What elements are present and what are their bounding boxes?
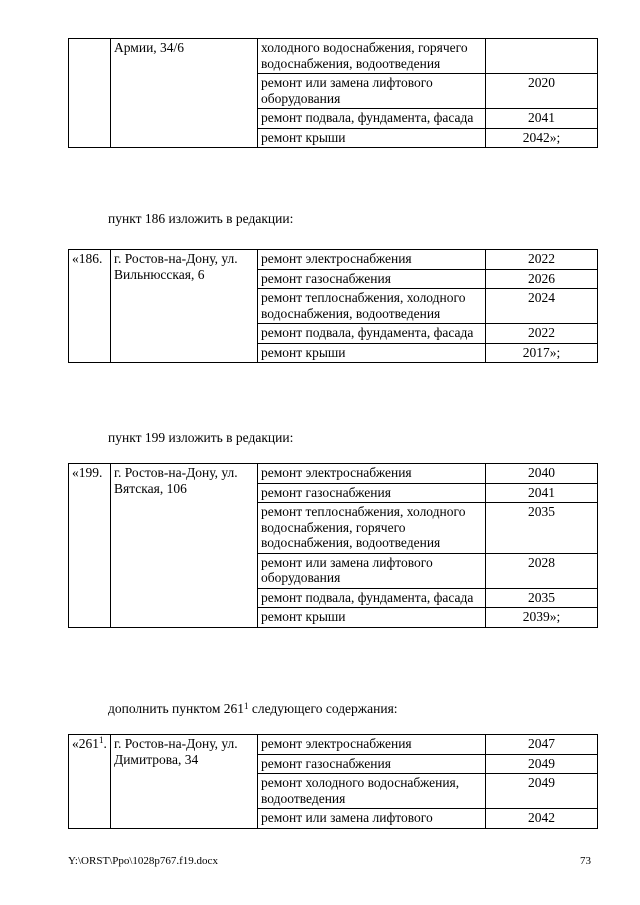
year-cell: 2024 <box>486 289 598 324</box>
paragraph-199: пункт 199 изложить в редакции: <box>108 430 294 445</box>
year-cell: 2047 <box>486 735 598 755</box>
work-cell: ремонт подвала, фундамента, фасада <box>258 324 486 344</box>
year-cell: 2049 <box>486 774 598 809</box>
year-cell: 2017»; <box>486 343 598 363</box>
year-cell <box>486 39 598 74</box>
work-cell: ремонт газоснабжения <box>258 269 486 289</box>
work-cell: ремонт теплоснабжения, холодного водоснабжения, водоотведения <box>258 289 486 324</box>
work-cell: ремонт газоснабжения <box>258 754 486 774</box>
year-cell: 2042 <box>486 809 598 829</box>
year-cell: 2041 <box>486 109 598 129</box>
item-number-cell: «199. <box>69 464 111 628</box>
work-cell: ремонт или замена лифтового <box>258 809 486 829</box>
year-cell: 2040 <box>486 464 598 484</box>
year-cell: 2028 <box>486 553 598 588</box>
superscript: 1 <box>244 701 249 711</box>
work-cell: ремонт крыши <box>258 343 486 363</box>
table-row <box>69 250 598 270</box>
address-cell: г. Ростов-на-Дону, ул. Димитрова, 34 <box>111 735 258 829</box>
table-261-1 <box>68 734 598 829</box>
item-number-cell <box>69 39 111 148</box>
work-cell: ремонт или замена лифтового оборудования <box>258 74 486 109</box>
table-row <box>69 39 598 74</box>
table-186 <box>68 249 598 363</box>
year-cell: 2042»; <box>486 128 598 148</box>
item-number-dot: . <box>103 736 107 751</box>
table-row <box>69 735 598 755</box>
work-cell: ремонт электроснабжения <box>258 464 486 484</box>
table-row <box>69 464 598 484</box>
year-cell: 2022 <box>486 324 598 344</box>
work-cell: ремонт холодного водоснабжения, водоотведения <box>258 774 486 809</box>
work-cell: ремонт крыши <box>258 128 486 148</box>
item-number: «261 <box>72 736 99 751</box>
superscript: 1 <box>99 735 104 745</box>
work-cell: ремонт или замена лифтового оборудования <box>258 553 486 588</box>
work-cell: ремонт подвала, фундамента, фасада <box>258 588 486 608</box>
item-number-cell: «186. <box>69 250 111 363</box>
year-cell: 2035 <box>486 588 598 608</box>
work-cell: ремонт крыши <box>258 608 486 628</box>
paragraph-text: следующего содержания: <box>248 701 398 716</box>
year-cell: 2026 <box>486 269 598 289</box>
work-cell: ремонт теплоснабжения, холодного водоснабжения, горячего водоснабжения, водоотведения <box>258 503 486 554</box>
address-cell: Армии, 34/6 <box>111 39 258 148</box>
work-cell: ремонт электроснабжения <box>258 735 486 755</box>
paragraph-text: дополнить пунктом 261 <box>108 701 244 716</box>
year-cell: 2049 <box>486 754 598 774</box>
paragraph-261-1 <box>108 701 398 717</box>
year-cell: 2041 <box>486 483 598 503</box>
work-cell: ремонт подвала, фундамента, фасада <box>258 109 486 129</box>
paragraph-186: пункт 186 изложить в редакции: <box>108 211 294 226</box>
year-cell: 2022 <box>486 250 598 270</box>
work-cell: холодного водоснабжения, горячего водоснабжения, водоотведения <box>258 39 486 74</box>
year-cell: 2020 <box>486 74 598 109</box>
item-number-cell <box>69 735 111 829</box>
address-cell: г. Ростов-на-Дону, ул. Вильнюсская, 6 <box>111 250 258 363</box>
year-cell: 2039»; <box>486 608 598 628</box>
work-cell: ремонт газоснабжения <box>258 483 486 503</box>
table-continuation <box>68 38 598 148</box>
work-cell: ремонт электроснабжения <box>258 250 486 270</box>
year-cell: 2035 <box>486 503 598 554</box>
footer-page-number: 73 <box>580 855 591 867</box>
address-cell: г. Ростов-на-Дону, ул. Вятская, 106 <box>111 464 258 628</box>
footer-file-path: Y:\ORST\Ppo\1028p767.f19.docx <box>68 855 218 867</box>
table-199 <box>68 463 598 628</box>
